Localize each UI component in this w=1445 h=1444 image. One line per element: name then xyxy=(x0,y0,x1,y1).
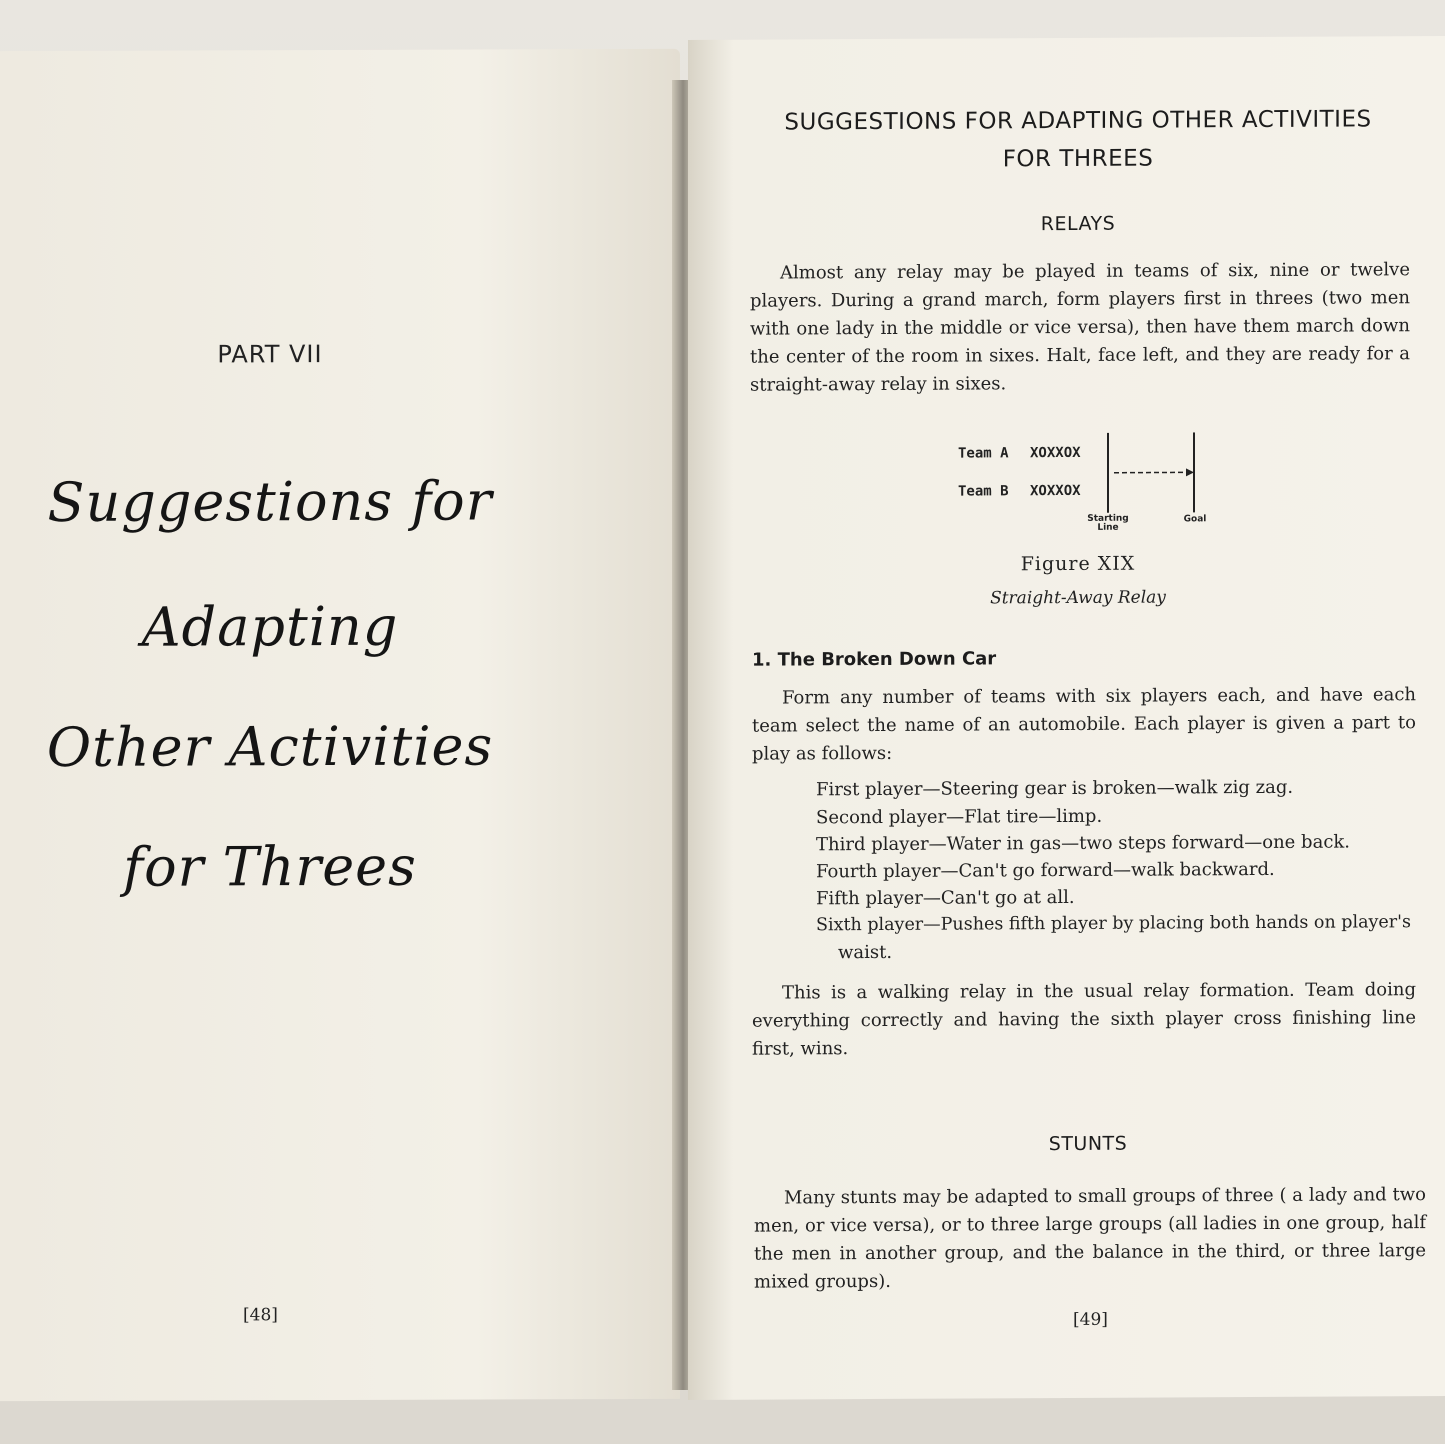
chapter-title-line-1: SUGGESTIONS FOR ADAPTING OTHER ACTIVITIES xyxy=(784,106,1372,136)
player-line-6: Sixth player—Pushes fifth player by placing both hands on player's xyxy=(816,912,1411,936)
figure-caption: Straight-Away Relay xyxy=(990,587,1166,609)
right-page-number: [49] xyxy=(1073,1309,1108,1330)
player-line-2: Second player—Flat tire—limp. xyxy=(816,805,1103,829)
starting-line-label: Starting Line xyxy=(1087,513,1129,533)
stunts-paragraph: Many stunts may be adapted to small groups of three ( a lady and two men, or vice versa), or to three large groups (all ladies in one group, half the men in another group, and the balance in the third, or three large mixed groups). xyxy=(754,1184,1426,1293)
team-b-players: XOXXOX xyxy=(1030,482,1081,500)
section-1-intro: Form any number of teams with six players each, and have each team select the name of an automobile. Each player is given a part to play as follows: xyxy=(752,684,1416,765)
left-page-number: [48] xyxy=(243,1305,278,1326)
relays-paragraph: Almost any relay may be played in teams of six, nine or twelve players. During a grand march, form players first in threes (two men with one lady in the middle or vice versa), then have them march down the center of the room in sixes. Halt, face left, and they are ready for a straight-away relay in sixes. xyxy=(750,259,1410,396)
relay-diagram xyxy=(958,432,1228,533)
title-line-4: for Threes xyxy=(123,834,417,899)
player-line-6-cont: waist. xyxy=(838,941,893,964)
title-line-3: Other Activities xyxy=(46,714,494,780)
right-page xyxy=(688,36,1445,1400)
title-line-2: Adapting xyxy=(141,594,399,659)
team-a-label: Team A xyxy=(958,445,1009,462)
goal-label: Goal xyxy=(1183,514,1207,525)
stunts-heading: STUNTS xyxy=(1048,1132,1128,1156)
figure-number: Figure XIX xyxy=(1020,552,1136,576)
player-line-4: Fourth player—Can't go forward—walk backward. xyxy=(816,858,1275,883)
relays-heading: RELAYS xyxy=(1040,212,1116,236)
arrow-head xyxy=(1186,468,1194,476)
team-b-label: Team B xyxy=(958,483,1009,500)
section-1-heading: 1. The Broken Down Car xyxy=(752,648,997,671)
chapter-title-line-2: FOR THREES xyxy=(1002,145,1154,173)
player-line-5: Fifth player—Can't go at all. xyxy=(816,886,1075,910)
team-a-players: XOXXOX xyxy=(1030,444,1081,462)
left-page xyxy=(0,49,680,1401)
player-line-3: Third player—Water in gas—two steps forward—one back. xyxy=(816,831,1351,856)
player-line-1: First player—Steering gear is broken—walk zig zag. xyxy=(816,776,1294,801)
title-line-1: Suggestions for xyxy=(47,469,493,535)
part-label: PART VII xyxy=(217,340,323,369)
section-1-outro: This is a walking relay in the usual relay formation. Team doing everything correctly and having the sixth player cross finishing line first, wins. xyxy=(752,979,1416,1060)
